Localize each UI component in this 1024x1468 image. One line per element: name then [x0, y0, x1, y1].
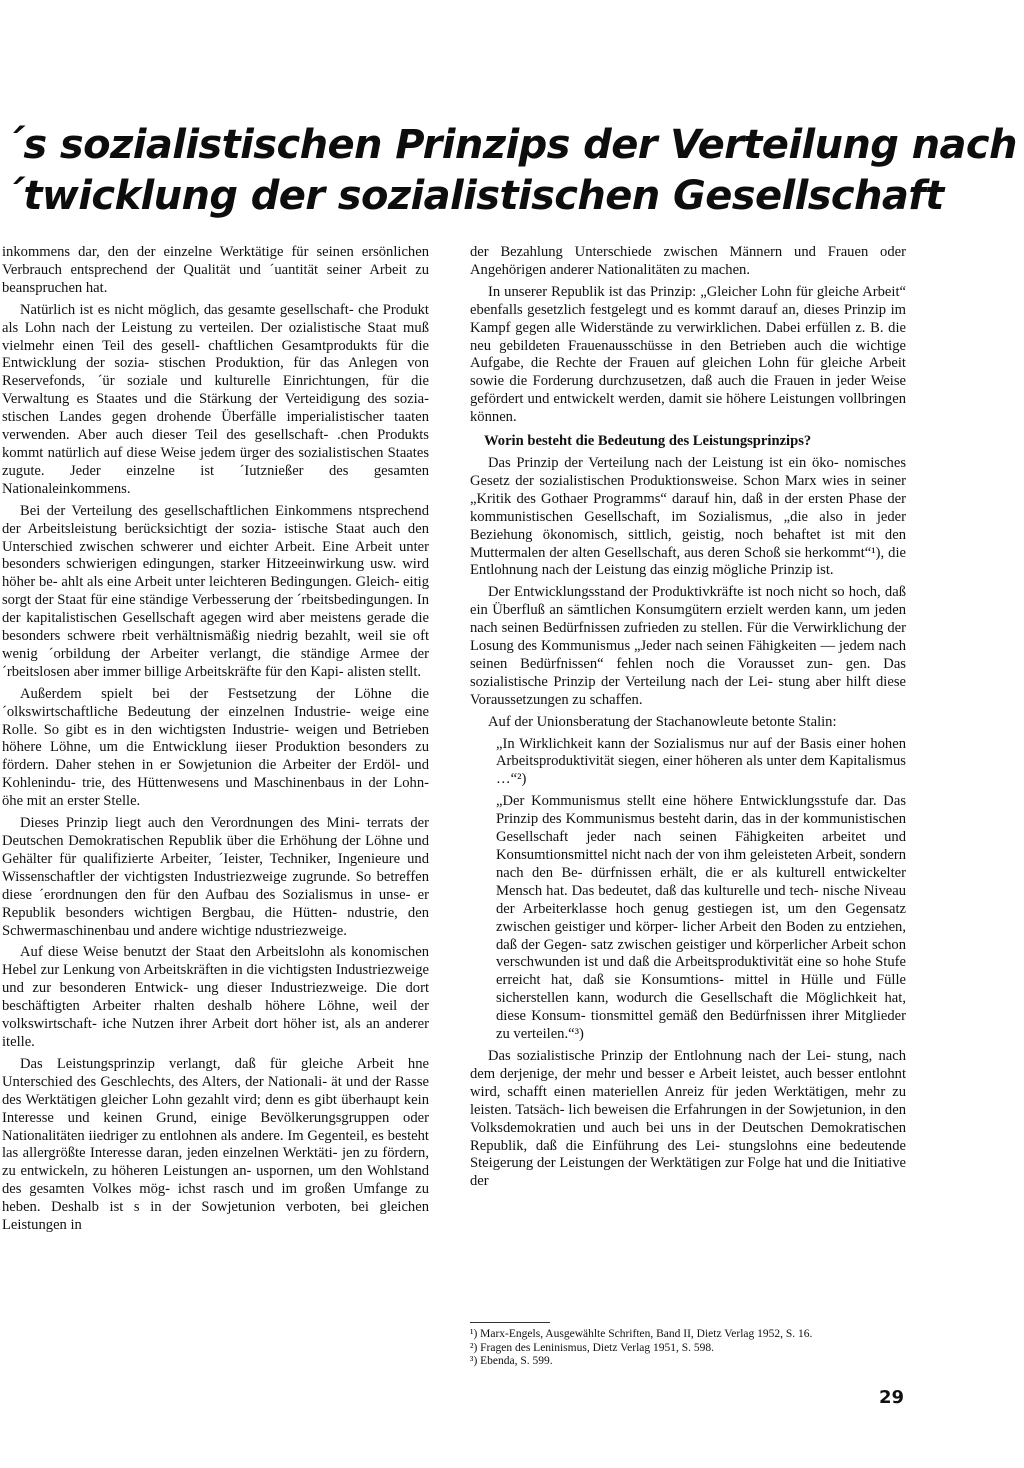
paragraph: Das sozialistische Prinzip der Entlohnung nach der Lei- stung, nach dem derjenige, der mehr und besser e Arbeit leistet, auch besser entlohnt wird, schafft einen materiellen Anreiz für jeden Werktätigen, mehr zu leisten. Tatsäch- lich beweisen die Erfahrungen in der Sowjetunion, in den Volksdemokratien und auch bei uns in der Deutschen Demokratischen Republik, daß die Einführung des Lei- stungslohns eine bedeutende Steigerung der Leistungen der Werktätigen zur Folge hat und die Initiative der — [470, 1047, 906, 1190]
left-column — [2, 244, 429, 1239]
paragraph: Das Leistungsprinzip verlangt, daß für gleiche Arbeit hne Unterschied des Geschlechts, des Alters, der Nationali- ät und der Rasse des Werktätigen gleicher Lohn gezahlt vird; denn es gibt überhaupt kein Interesse und keinen Grund, einige Bevölkerungsgruppen oder Nationalitäten iiedriger zu entlohnen als andere. Im Gegenteil, es besteht las allergrößte Interesse daran, jeden einzelnen Werktäti- jen zu fördern, zu entwickeln, zu höheren Leistungen an- uspornen, um den Wohlstand des gesamten Volkes mög- ichst rasch und im großen Umfange zu heben. Deshalb ist s in der Sowjetunion verboten, bei gleichen Leistungen in — [2, 1055, 429, 1234]
paragraph: Das Prinzip der Verteilung nach der Leistung ist ein öko- nomisches Gesetz der sozialistischen Produktionsweise. Schon Marx wies in seiner „Kritik des Gothaer Programms“ darauf hin, daß in der ersten Phase der kommunistischen Gesellschaft, im Sozialismus, „die also in jeder Beziehung ökonomisch, sittlich, geistig, noch behaftet ist mit den Muttermalen der alten Gesellschaft, aus deren Schoß sie herkommt“¹), die Entlohnung nach der Leistung das einzig mögliche Prinzip ist. — [470, 454, 906, 579]
footnote: ²) Fragen des Leninismus, Dietz Verlag 1951, S. 598. — [470, 1341, 715, 1354]
block-quote: „Der Kommunismus stellt eine höhere Entwicklungsstufe dar. Das Prinzip des Kommunismus besteht darin, das in der kommunistischen Gesellschaft jeder nach seinen Fähigkeiten arbeitet und Konsumtionsmittel nicht nach der von ihm geleisteten Arbeit, sondern nach den Be- dürfnissen erhält, die er als kulturell entwickelter Mensch hat. Das bedeutet, daß das kulturelle und tech- nische Niveau der Arbeiterklasse hoch genug gestiegen ist, um den Gegensatz zwischen geistiger und körper- licher Arbeit den Boden zu entziehen, daß der Gegen- satz zwischen geistiger und körperlicher Arbeit schon verschwunden ist und daß die Arbeitsproduktivität eine so hohe Stufe erreicht hat, daß sie Konsumtions- mittel in Hülle und Fülle sicherstellen kann, wodurch die Gesellschaft die Möglichkeit hat, diese Konsum- tionsmittel gemäß den Bedürfnissen ihrer Mitglieder zu verteilen.“³) — [496, 793, 906, 1043]
block-quote: „In Wirklichkeit kann der Sozialismus nur auf der Basis einer hohen Arbeitsproduktivität siegen, einer höheren als unter dem Kapitalismus …“²) — [496, 735, 906, 788]
paragraph: Der Entwicklungsstand der Produktivkräfte ist noch nicht so hoch, daß ein Überfluß an sämtlichen Konsumgütern erzielt werden kann, um jeden nach seinen Bedürfnissen zufrieden zu stellen. Für die Verwirklichung der Losung des Kommunismus „Jeder nach seinen Fähigkeiten — jedem nach seinen Bedürfnissen“ fehlen noch die Vorausset zun- gen. Das sozialistische Prinzip der Verteilung nach der Lei- stung aber hilft diese Voraussetzungen zu schaffen. — [470, 584, 906, 708]
paragraph: Bei der Verteilung des gesellschaftlichen Einkommens ntsprechend der Arbeitsleistung berücksichtigt der sozia- istische Staat auch den Unterschied zwischen schwerer und eichter Arbeit. Eine Arbeit unter besonders schwierigen edingungen, starker Hitzeeinwirkung usw. wird höher be- ahlt als eine Arbeit unter leichteren Bedingungen. Gleich- eitig sorgt der Staat für eine ständige Verbesserung der ´rbeitsbedingungen. In der kapitalistischen Gesellschaft agegen wird aber meistens gerade die besonders schwere rbeit verhältnismäßig niedrig bezahlt, weil sie oft wenig ´orbildung der Arbeiter verlangt, die ständige Armee der ´rbeitslosen aber immer billige Arbeitskräfte für den Kapi- alisten stellt. — [2, 502, 429, 680]
title-line-2: ´twicklung der sozialistischen Gesellschaft — [4, 173, 944, 219]
paragraph: Auf diese Weise benutzt der Staat den Arbeitslohn als konomischen Hebel zur Lenkung von Arbeitskräften in die vichtigsten Industriezweige und zur besonderen Entwick- ung dieser Industriezweige. Die dort beschäftigten Arbeiter rhalten deshalb höhere Löhne, weil der volkswirtschaft- iche Nutzen ihrer Arbeit dort höher ist, als an anderer itelle. — [2, 944, 429, 1050]
paragraph: Natürlich ist es nicht möglich, das gesamte gesellschaft- che Produkt als Lohn nach der Leistung zu verteilen. Der ozialistische Staat muß vielmehr einen Teil des gesell- chaftlichen Gesamtprodukts für die Entwicklung der sozia- stischen Produktion, für das Anlegen von Reservefonds, ´ür soziale und kulturelle Einrichtungen, für die Verwaltung es Staates und die Stärkung der Verteidigung des sozia- stischen Landes gegen drohende Überfälle imperialistischer taaten verwenden. Aber auch dieser Teil des gesellschaft- .chen Produkts kommt natürlich auf diese Weise jedem ürger des sozialistischen Staates zugute. Jeder einzelne ist ´Iutznießer des gesamten Nationaleinkommens. — [2, 301, 429, 497]
title-line-1: ´s sozialistischen Prinzips der Verteilung nach — [4, 122, 1017, 168]
paragraph: Außerdem spielt bei der Festsetzung der Löhne die ´olkswirtschaftliche Bedeutung der einzelnen Industrie- weige eine Rolle. So gibt es in den wichtigsten Industrie- weigen und Betrieben höhere Löhne, um die Entwicklung iieser Produktion besonders zu fördern. Daher stehen in er Sowjetunion die Arbeiter der Erdöl- und Kohlenindu- trie, des Hüttenwesens und Maschinenbaus in der Lohn- öhe mit an erster Stelle. — [2, 685, 429, 810]
paragraph: In unserer Republik ist das Prinzip: „Gleicher Lohn für gleiche Arbeit“ ebenfalls gesetzlich festgelegt und es kommt darauf an, dieses Prinzip im Kampf gegen alle Widerstände zu verwirklichen. Dabei erfüllen z. B. die neu gebildeten Frauenausschüsse in den Betrieben auch die wichtige Aufgabe, die Rechte der Frauen auf gleichen Lohn für gleiche Arbeit sowie die Forderung durchzusetzen, daß auch die Frauen in jeder Weise gefördert und entwickelt werden, damit sie höhere Leistungen vollbringen können. — [470, 283, 906, 426]
footnotes — [470, 1328, 910, 1369]
paragraph: Auf der Unionsberatung der Stachanowleute betonte Stalin: — [488, 713, 837, 730]
section-heading: Worin besteht die Bedeutung des Leistungsprinzips? — [484, 433, 812, 450]
right-column — [470, 244, 906, 1195]
footnote: ¹) Marx-Engels, Ausgewählte Schriften, Band II, Dietz Verlag 1952, S. 16. — [470, 1328, 813, 1340]
page-number: 29 — [879, 1387, 905, 1408]
footnote: ³) Ebenda, S. 599. — [470, 1355, 553, 1367]
paragraph: inkommens dar, den der einzelne Werktätige für seinen ersönlichen Verbrauch entsprechend der Qualität und ´uantität seiner Arbeit zu beanspruchen hat. — [2, 244, 429, 296]
footnote-divider — [470, 1322, 550, 1323]
paragraph: der Bezahlung Unterschiede zwischen Männern und Frauen oder Angehörigen anderer Nationalitäten zu machen. — [470, 244, 906, 278]
paragraph: Dieses Prinzip liegt auch den Verordnungen des Mini- terrats der Deutschen Demokratischen Republik über die Erhöhung der Löhne und Gehälter für qualifizierte Arbeiter, ´Ieister, Techniker, Ingenieure und Wissenschaftler der vichtigsten Industriezweige zugrunde. So betreffen diese ´erordnungen den für den Aufbau des Sozialismus in unse- er Republik besonders wichtigen Bergbau, die Hütten- ndustrie, den Schwermaschinenbau und andere wichtige ndustriezweige. — [2, 815, 429, 939]
